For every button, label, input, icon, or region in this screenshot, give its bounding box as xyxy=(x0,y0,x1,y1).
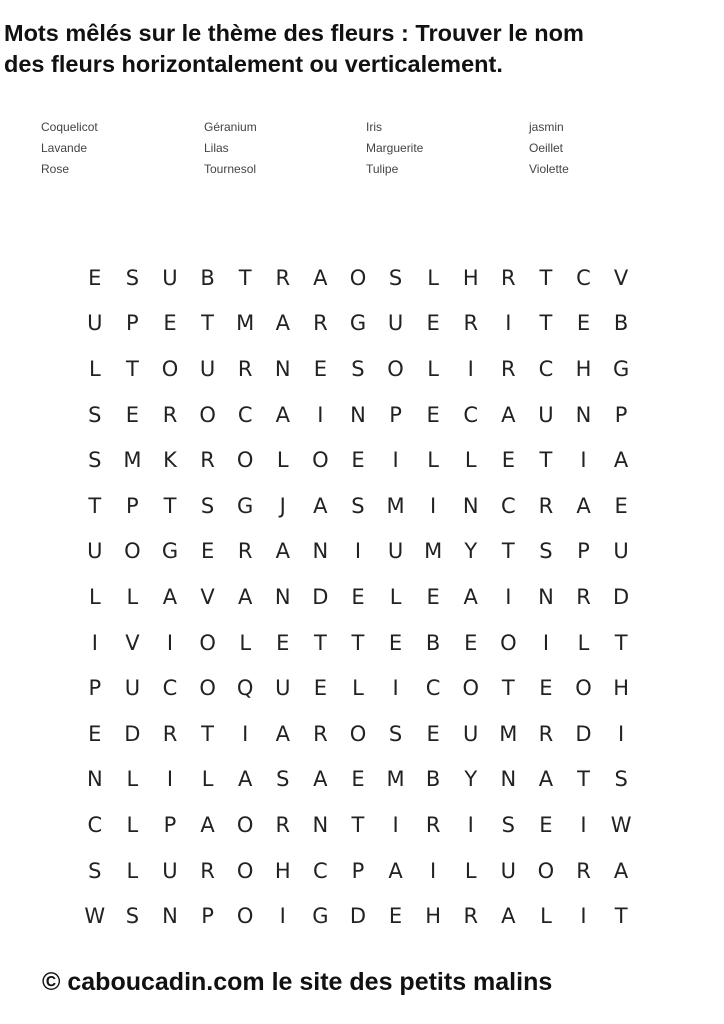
grid-letter[interactable]: H xyxy=(425,904,442,929)
grid-letter[interactable]: E xyxy=(276,630,290,655)
grid-letter[interactable]: D xyxy=(312,584,329,609)
grid-letter[interactable]: U xyxy=(87,311,103,336)
letter-grid xyxy=(76,255,640,939)
grid-letter[interactable]: L xyxy=(126,767,139,792)
grid-letter[interactable]: T xyxy=(201,721,214,746)
grid-letter[interactable]: N xyxy=(538,584,554,609)
grid-letter[interactable]: N xyxy=(162,904,178,929)
word-item: Iris xyxy=(366,120,382,134)
grid-letter[interactable]: I xyxy=(580,812,587,837)
grid-letter[interactable]: U xyxy=(500,858,517,883)
grid-letter[interactable]: D xyxy=(349,904,367,929)
grid-letter[interactable]: L xyxy=(88,356,101,381)
word-item: Rose xyxy=(41,162,70,176)
grid-letter[interactable]: R xyxy=(200,858,215,883)
grid-letter[interactable]: O xyxy=(349,265,367,290)
grid-letter[interactable]: I xyxy=(166,630,174,655)
grid-letter[interactable]: O xyxy=(236,858,254,883)
grid-letter[interactable]: A xyxy=(275,311,290,336)
grid-letter[interactable]: U xyxy=(162,858,178,883)
grid-letter[interactable]: N xyxy=(86,767,103,792)
grid-letter[interactable]: C xyxy=(576,265,591,290)
grid-letter[interactable]: R xyxy=(237,356,253,381)
grid-letter[interactable]: P xyxy=(351,858,365,883)
grid-letter[interactable]: E xyxy=(313,676,327,701)
grid-letter[interactable]: A xyxy=(613,858,629,883)
grid-letter[interactable]: H xyxy=(575,356,592,381)
grid-letter[interactable]: O xyxy=(387,356,404,381)
grid-letter[interactable]: H xyxy=(462,265,479,290)
grid-letter[interactable]: E xyxy=(351,448,365,473)
grid-letter[interactable]: E xyxy=(426,721,440,746)
grid-letter[interactable]: W xyxy=(84,904,106,929)
grid-letter[interactable]: E xyxy=(200,539,215,564)
grid-letter[interactable]: D xyxy=(575,721,592,746)
grid-letter[interactable]: T xyxy=(539,448,553,473)
grid-letter[interactable]: E xyxy=(576,311,591,336)
grid-letter[interactable]: S xyxy=(388,265,403,290)
grid-letter[interactable]: R xyxy=(162,402,178,427)
grid-letter[interactable]: A xyxy=(313,265,328,290)
grid-letter[interactable]: U xyxy=(162,265,178,290)
grid-letter[interactable]: T xyxy=(577,767,590,792)
grid-letter[interactable]: R xyxy=(162,721,178,746)
grid-letter[interactable]: L xyxy=(352,676,364,701)
grid-letter[interactable]: Y xyxy=(464,767,478,792)
grid-letter[interactable]: S xyxy=(276,767,290,792)
grid-letter[interactable]: O xyxy=(575,676,592,701)
grid-letter[interactable]: B xyxy=(200,265,215,290)
grid-letter[interactable]: A xyxy=(538,767,554,792)
grid-letter[interactable]: O xyxy=(199,402,216,427)
grid-letter[interactable]: L xyxy=(239,630,252,655)
grid-letter[interactable]: U xyxy=(538,402,554,427)
grid-letter[interactable]: T xyxy=(539,311,553,336)
grid-letter[interactable]: L xyxy=(88,584,101,609)
grid-letter[interactable]: E xyxy=(539,676,553,701)
grid-letter[interactable]: I xyxy=(242,721,249,746)
grid-letter[interactable]: E xyxy=(388,904,403,929)
grid-letter[interactable]: P xyxy=(126,311,139,336)
word-item: Tulipe xyxy=(366,162,399,176)
word-item: jasmin xyxy=(529,120,564,134)
grid-letter[interactable]: I xyxy=(354,539,362,564)
grid-letter[interactable]: R xyxy=(576,584,591,609)
grid-letter[interactable]: V xyxy=(125,630,140,655)
grid-letter[interactable]: O xyxy=(537,858,555,883)
grid-letter[interactable]: I xyxy=(505,311,512,336)
grid-letter[interactable]: N xyxy=(274,584,291,609)
grid-letter[interactable]: I xyxy=(317,402,324,427)
grid-letter[interactable]: V xyxy=(613,265,629,290)
word-item: Oeillet xyxy=(529,141,564,155)
grid-letter[interactable]: G xyxy=(349,311,367,336)
grid-letter[interactable]: U xyxy=(613,539,629,564)
grid-letter[interactable]: E xyxy=(88,721,102,746)
grid-letter[interactable]: C xyxy=(425,676,441,701)
grid-letter[interactable]: L xyxy=(427,265,439,290)
grid-letter[interactable]: N xyxy=(575,402,592,427)
grid-letter[interactable]: T xyxy=(614,904,628,929)
grid-letter[interactable]: I xyxy=(430,858,437,883)
grid-letter[interactable]: C xyxy=(538,356,554,381)
grid-letter[interactable]: M xyxy=(499,721,518,746)
grid-letter[interactable]: L xyxy=(464,858,477,883)
grid-letter[interactable]: W xyxy=(610,812,632,837)
grid-letter[interactable]: A xyxy=(237,767,253,792)
grid-letter[interactable]: B xyxy=(613,311,629,336)
grid-letter[interactable]: U xyxy=(463,721,479,746)
grid-letter[interactable]: R xyxy=(463,904,479,929)
grid-letter[interactable]: I xyxy=(430,493,437,518)
grid-letter[interactable]: E xyxy=(464,630,478,655)
grid-letter[interactable]: O xyxy=(161,356,179,381)
grid-letter[interactable]: A xyxy=(313,767,328,792)
grid-letter[interactable]: T xyxy=(201,311,214,336)
grid-letter[interactable]: E xyxy=(351,584,365,609)
grid-letter[interactable]: L xyxy=(464,448,477,473)
grid-letter[interactable]: S xyxy=(200,493,215,518)
grid-letter[interactable]: A xyxy=(275,539,290,564)
grid-letter[interactable]: T xyxy=(125,356,139,381)
grid-letter[interactable]: G xyxy=(312,904,329,929)
grid-letter[interactable]: U xyxy=(387,539,404,564)
title-line-1: Mots mêlés sur le thème des fleurs : Trouver le nom xyxy=(4,20,584,46)
grid-letter[interactable]: L xyxy=(126,584,139,609)
grid-letter[interactable]: I xyxy=(467,356,474,381)
grid-letter[interactable]: P xyxy=(614,402,628,427)
word-item: Géranium xyxy=(204,120,257,134)
grid-letter[interactable]: E xyxy=(539,812,553,837)
grid-letter[interactable]: N xyxy=(462,493,479,518)
grid-letter[interactable]: S xyxy=(388,721,403,746)
grid-letter[interactable]: P xyxy=(88,676,102,701)
grid-letter[interactable]: R xyxy=(501,356,516,381)
grid-letter[interactable]: M xyxy=(123,448,142,473)
grid-letter[interactable]: L xyxy=(389,584,402,609)
grid-letter[interactable]: O xyxy=(349,721,367,746)
grid-letter[interactable]: E xyxy=(125,402,140,427)
grid-letter[interactable]: R xyxy=(463,311,479,336)
grid-letter[interactable]: A xyxy=(501,402,516,427)
grid-letter[interactable]: G xyxy=(612,356,630,381)
grid-letter[interactable]: A xyxy=(275,402,290,427)
grid-letter[interactable]: S xyxy=(351,356,365,381)
grid-letter[interactable]: E xyxy=(351,767,365,792)
grid-letter[interactable]: E xyxy=(388,630,403,655)
grid-letter[interactable]: T xyxy=(351,812,365,837)
footer-credit: © caboucadin.com le site des petits malins xyxy=(42,968,553,996)
grid-letter[interactable]: A xyxy=(613,448,629,473)
grid-letter[interactable]: O xyxy=(236,904,254,929)
word-item: Violette xyxy=(529,162,569,176)
grid-letter[interactable]: U xyxy=(87,539,103,564)
grid-letter[interactable]: R xyxy=(576,858,591,883)
grid-letter[interactable]: A xyxy=(576,493,591,518)
grid-letter[interactable]: I xyxy=(505,584,512,609)
grid-letter[interactable]: S xyxy=(614,767,628,792)
grid-letter[interactable]: O xyxy=(236,448,254,473)
page-title xyxy=(4,18,722,80)
grid-letter[interactable]: C xyxy=(162,676,178,701)
word-item: Lavande xyxy=(41,141,88,155)
grid-letter[interactable]: U xyxy=(387,311,404,336)
grid-letter[interactable]: B xyxy=(425,630,441,655)
grid-letter[interactable]: O xyxy=(500,630,517,655)
grid-letter[interactable]: I xyxy=(542,630,550,655)
word-list xyxy=(41,120,649,183)
word-item: Tournesol xyxy=(204,162,257,176)
grid-letter[interactable]: O xyxy=(124,539,141,564)
grid-letter[interactable]: R xyxy=(501,265,516,290)
grid-letter[interactable]: D xyxy=(124,721,141,746)
grid-letter[interactable]: N xyxy=(274,356,291,381)
grid-letter[interactable]: P xyxy=(389,402,402,427)
grid-letter[interactable]: M xyxy=(386,767,405,792)
grid-letter[interactable]: M xyxy=(236,311,255,336)
grid-letter[interactable]: R xyxy=(538,493,554,518)
grid-letter[interactable]: E xyxy=(426,311,440,336)
grid-letter[interactable]: C xyxy=(237,402,253,427)
grid-letter[interactable]: Q xyxy=(236,676,254,701)
grid-letter[interactable]: S xyxy=(125,904,140,929)
grid-letter[interactable]: E xyxy=(313,356,327,381)
grid-letter[interactable]: I xyxy=(166,767,174,792)
grid-letter[interactable]: C xyxy=(500,493,516,518)
grid-letter[interactable]: R xyxy=(275,812,291,837)
grid-letter[interactable]: E xyxy=(501,448,515,473)
grid-letter[interactable]: R xyxy=(313,721,328,746)
grid-letter[interactable]: T xyxy=(539,265,553,290)
grid-letter[interactable]: R xyxy=(275,265,291,290)
grid-letter[interactable]: N xyxy=(500,767,517,792)
grid-letter[interactable]: I xyxy=(279,904,286,929)
grid-letter[interactable]: R xyxy=(313,311,328,336)
grid-letter[interactable]: G xyxy=(161,539,179,564)
grid-letter[interactable]: S xyxy=(539,539,553,564)
grid-letter[interactable]: N xyxy=(312,812,329,837)
grid-letter[interactable]: R xyxy=(237,539,253,564)
grid-letter[interactable]: E xyxy=(163,311,177,336)
grid-letter[interactable]: E xyxy=(426,584,440,609)
grid-letter[interactable]: A xyxy=(162,584,178,609)
grid-letter[interactable]: S xyxy=(88,402,102,427)
grid-letter[interactable]: O xyxy=(312,448,329,473)
grid-letter[interactable]: U xyxy=(124,676,141,701)
grid-letter[interactable]: E xyxy=(88,265,102,290)
word-item: Lilas xyxy=(204,141,229,155)
grid-letter[interactable]: I xyxy=(91,630,98,655)
grid-letter[interactable]: L xyxy=(427,356,439,381)
grid-letter[interactable]: L xyxy=(201,767,214,792)
grid-letter[interactable]: R xyxy=(538,721,554,746)
grid-letter[interactable]: K xyxy=(163,448,177,473)
grid-letter[interactable]: J xyxy=(279,493,286,518)
grid-letter[interactable]: S xyxy=(351,493,365,518)
grid-letter[interactable]: T xyxy=(501,676,515,701)
grid-letter[interactable]: L xyxy=(540,904,552,929)
grid-letter[interactable]: T xyxy=(163,493,177,518)
grid-letter[interactable]: O xyxy=(236,812,254,837)
grid-letter[interactable]: N xyxy=(312,539,329,564)
grid-letter[interactable]: A xyxy=(463,584,478,609)
grid-letter[interactable]: R xyxy=(425,812,441,837)
grid-letter[interactable]: M xyxy=(386,493,405,518)
title-line-2: des fleurs horizontalement ou verticalement. xyxy=(4,51,503,77)
grid-letter[interactable]: N xyxy=(350,402,366,427)
grid-letter[interactable]: I xyxy=(580,448,587,473)
grid-letter[interactable]: I xyxy=(392,448,399,473)
grid-letter[interactable]: C xyxy=(87,812,103,837)
grid-letter[interactable]: U xyxy=(275,676,291,701)
grid-letter[interactable]: T xyxy=(351,630,365,655)
grid-letter[interactable]: L xyxy=(427,448,439,473)
grid-letter[interactable]: S xyxy=(125,265,140,290)
grid-letter[interactable]: E xyxy=(426,402,440,427)
grid-letter[interactable]: L xyxy=(276,448,289,473)
word-item: Marguerite xyxy=(366,141,424,155)
grid-letter[interactable]: L xyxy=(126,858,139,883)
grid-letter[interactable]: E xyxy=(614,493,628,518)
grid-letter[interactable]: A xyxy=(388,858,403,883)
grid-letter[interactable]: H xyxy=(274,858,291,883)
grid-letter[interactable]: U xyxy=(199,356,216,381)
grid-letter[interactable]: O xyxy=(199,676,216,701)
grid-letter[interactable]: Y xyxy=(464,539,478,564)
grid-letter[interactable]: V xyxy=(200,584,215,609)
grid-letter[interactable]: H xyxy=(613,676,629,701)
grid-letter[interactable]: I xyxy=(392,812,399,837)
grid-letter[interactable]: R xyxy=(200,448,215,473)
grid-letter[interactable]: B xyxy=(425,767,441,792)
word-item: Coquelicot xyxy=(41,120,98,134)
grid-letter[interactable]: A xyxy=(275,721,290,746)
grid-letter[interactable]: G xyxy=(237,493,254,518)
grid-letter[interactable]: L xyxy=(126,812,139,837)
grid-letter[interactable]: S xyxy=(88,448,102,473)
grid-letter[interactable]: T xyxy=(238,265,252,290)
grid-letter[interactable]: T xyxy=(614,630,628,655)
grid-letter[interactable]: I xyxy=(580,904,587,929)
grid-letter[interactable]: I xyxy=(467,812,474,837)
grid-letter[interactable]: M xyxy=(424,539,443,564)
grid-letter[interactable]: I xyxy=(618,721,625,746)
grid-letter[interactable]: P xyxy=(163,812,177,837)
grid-letter[interactable]: D xyxy=(613,584,630,609)
grid-letter[interactable]: C xyxy=(313,858,328,883)
grid-letter[interactable]: O xyxy=(199,630,216,655)
grid-letter[interactable]: I xyxy=(392,676,399,701)
grid-letter[interactable]: A xyxy=(237,584,253,609)
grid-letter[interactable]: C xyxy=(463,402,479,427)
grid-letter[interactable]: A xyxy=(200,812,215,837)
grid-letter[interactable]: O xyxy=(462,676,479,701)
grid-letter[interactable]: S xyxy=(88,858,102,883)
grid-letter[interactable]: A xyxy=(313,493,328,518)
grid-letter[interactable]: T xyxy=(313,630,327,655)
grid-letter[interactable]: P xyxy=(577,539,590,564)
grid-letter[interactable]: T xyxy=(88,493,102,518)
grid-letter[interactable]: L xyxy=(577,630,590,655)
grid-letter[interactable]: T xyxy=(501,539,515,564)
grid-letter[interactable]: P xyxy=(201,904,214,929)
grid-letter[interactable]: S xyxy=(501,812,515,837)
grid-letter[interactable]: P xyxy=(126,493,139,518)
grid-letter[interactable]: A xyxy=(501,904,516,929)
